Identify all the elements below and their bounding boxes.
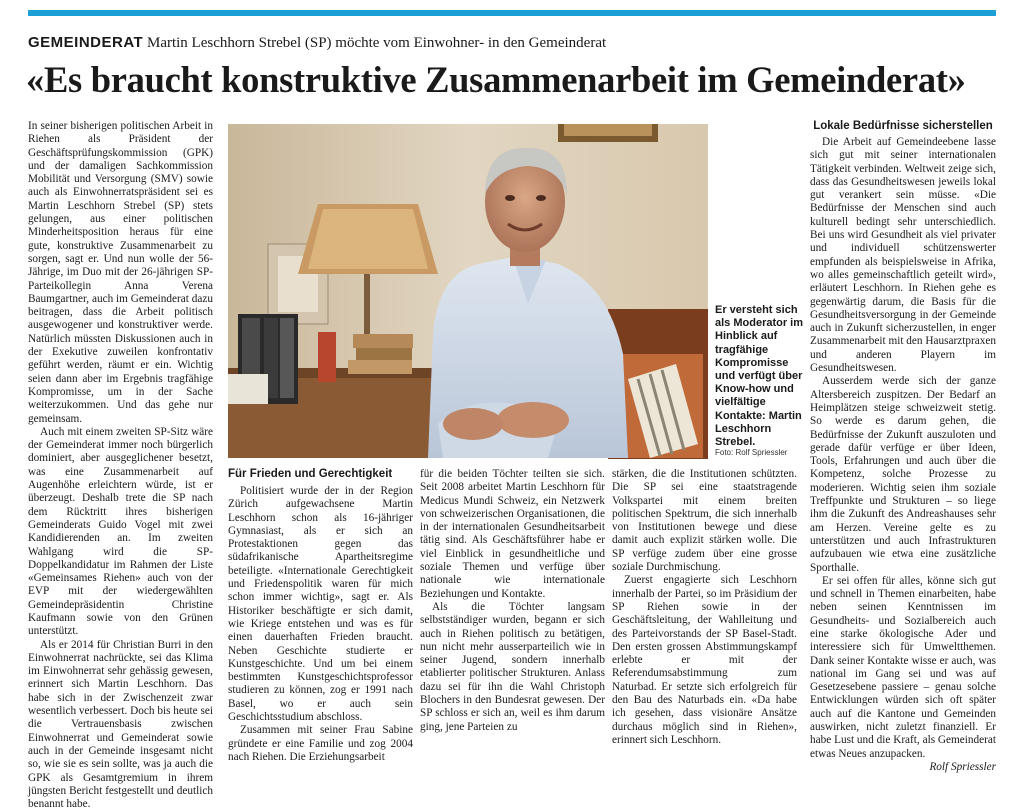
photo-caption: Er versteht sich als Moderator im Hinblick auf tragfähige Kompromisse und verfügt über Know-how und vielfältige Kontakte: Martin Leschhorn Strebel. bbox=[715, 304, 804, 449]
author-byline: Rolf Spriessler bbox=[929, 760, 996, 773]
paragraph: Ausserdem werde sich der ganze Altersbereich zuspitzen. Der Bedarf an Heimplätzen steige schweizweit stetig. So werde es darum gehen, die Bedürfnisse der Zukunft auszuloten und gerade dafür verfüge er über Ideen, Tools, Erfahrungen und auch über die Kompetenz, solche Prozesse zu moderieren. Wichtig seien ihm soziale Treffpunkte und Strukturen – so liege ihm die Zukunft des Andreashauses sehr am Herzen. Vereine gelte es zu unterstützen und auch Infrastrukturen aufzubauen wie etwa eine zusätzliche Sporthalle. bbox=[810, 375, 996, 574]
article-column-1 bbox=[28, 120, 213, 811]
portrait-photo-illustration bbox=[228, 124, 708, 458]
paragraph: In seiner bisherigen politischen Arbeit in Riehen als Präsident der Geschäftsprüfungskommission (GPK) und der damaligen Sachkommission Mobilität und Versorgung (SMV) sowie auch als Einwohnerratspräsident sei es Martin Leschhorn Strebel (SP) stets gelungen, aus einer politischen Minderheitsposition heraus für eine gute, konstruktive Zusammenarbeit zu sorgen, sagt er. Und nun wolle der 56-Jährige, im Duo mit der 26-jährigen SP-Parteikollegin Anna Verena Baumgartner, auch im Gemeinderat dazu beitragen, dass die Arbeit politisch ausgewogener und konstruktiver werde. Natürlich müssten Diskussionen auch in der Exekutive zuweilen konfrontativ geführt werden, räumt er ein. Wichtig seien dann aber im Ergebnis tragfähige Kompromisse, um in der Sache weiterzukommen. Und das gehe nur gemeinsam. bbox=[28, 120, 213, 425]
paragraph: stärken, die die Institutionen schützten. Die SP sei eine staatstragende Volkspartei mit einem breiten politischen Spektrum, die sich innerhalb von Institutionen bewege und diese damit auch explizit stärken wolle. Die SP verfüge zudem über eine grosse soziale Durchmischung. bbox=[612, 468, 797, 574]
paragraph: Als die Töchter langsam selbstständiger wurden, begann er sich auch in Riehen politisch zu betätigen, nun nicht mehr ausserparteilich wie in seiner Jugend, sondern innerhalb etablierter politischer Strukturen. Anlass dazu sei für ihn die Wahl Christoph Blochers in den Bundesrat gewesen. Der SP schloss er sich an, weil es ihm darum ging, jene Parteien zu bbox=[420, 600, 605, 733]
paragraph: Zuerst engagierte sich Leschhorn innerhalb der Partei, so im Präsidium der SP Riehen sowie in der Geschäftsleitung, der Wahlleitung und des Parteivorstands der SP Basel-Stadt. Den ersten grossen Abstimmungskampf erlebte er mit der Referendumsabstimmung zum Naturbad. Er setzte sich erfolgreich für den Bau des Naturbads ein. «Da habe ich gesehen, dass visionäre Ansätze durchaus möglich sind in Riehen», erinnert sich Leschhorn. bbox=[612, 574, 797, 746]
kicker-text: Martin Leschhorn Strebel (SP) möchte vom Einwohner- in den Gemeinderat bbox=[146, 35, 607, 51]
kicker bbox=[28, 34, 606, 52]
photo-credit: Foto: Rolf Spriessler bbox=[715, 448, 788, 457]
article-column-3 bbox=[420, 468, 605, 733]
paragraph: Politisiert wurde der in der Region Zürich aufgewachsene Martin Leschhorn schon als 16-jähriger Gymnasiast, als er sich an Protestaktionen gegen das südafrikanische Apartheitsregime beteiligte. «Internationale Gerechtigkeit und Friedenspolitik waren für mich schon immer wichtig», sagt er. Als Historiker beschäftigte er sich damit, wie Kriege entstehen und was es für einen dauerhaften Frieden braucht. Neben Geschichte studierte er Kunstgeschichte. Und um bei einem bestimmten Kunstgeschichtsprofessor studieren zu können, zog er 1991 nach Basel, wo er auch sein Geschichtsstudium abschloss. bbox=[228, 485, 413, 724]
article-column-2 bbox=[228, 468, 413, 763]
subheading: Für Frieden und Gerechtigkeit bbox=[228, 468, 393, 480]
paragraph: für die beiden Töchter teilten sie sich. Seit 2008 arbeitet Martin Leschhorn für Medicus Mundi Schweiz, ein Netzwerk von schweizerischen Organisationen, die in der internationalen Gesundheitsarbeit tätig sind. Als Geschäftsführer habe er viel Einblick in gesundheitliche und soziale Themen und verfüge über nationale wie internationale Beziehungen und Kontakte. bbox=[420, 468, 605, 600]
paragraph bbox=[810, 574, 996, 773]
paragraph: Die Arbeit auf Gemeindeebene lasse sich gut mit seiner internationalen Tätigkeit verbinden. Weltweit zeige sich, dass das Gesundheitswesen jeweils lokal gut verankert sein müsse. «Die Bedürfnisse der Menschen sind auch kulturell bedingt sehr unterschiedlich. Bei uns wird Gesundheit als viel privater und individuell schützenswerter empfunden als beispielsweise in Afrika, wo alles gemeinschaftlich geteilt wird», erläutert Leschhorn. In Riehen gehe es gegenwärtig darum, die Basis für die Gesundheitsversorgung in der Gemeinde auch in Zukunft sicherzustellen, in enger Zusammenarbeit mit den Hausarztpraxen und anderen Playern im Gesundheitswesen. bbox=[810, 136, 996, 375]
article-column-5 bbox=[810, 120, 996, 773]
headline: «Es braucht konstruktive Zusammenarbeit im Gemeinderat» bbox=[26, 59, 966, 100]
top-accent-bar bbox=[28, 10, 996, 16]
paragraph: Als er 2014 für Christian Burri in den Einwohnerrat nachrückte, sei das Klima im Einwohnerrat sehr gehässig gewesen, erinnert sich Martin Leschhorn. Das habe sich in der Zwischenzeit zwar wesentlich verbessert. Doch bis heute sei die Vertrauensbasis zwischen Einwohnerrat und Gemeinderat sowie auch in der Gemeinde insgesamt nicht so, wie sie es sein sollte, was ja auch die GPK als Gesamtgremium in ihrem jüngsten Bericht festgestellt und deutlich benannt habe. bbox=[28, 638, 213, 811]
paragraph-text: Er sei offen für alles, könne sich gut und schnell in Themen einarbeiten, habe neben seinen Kenntnissen im Gesundheits- und Sozialbereich auch eine starke ökologische Ader und interessiere sich für Umweltthemen. Dank seiner Kontakte wisse er auch, was national im Gang sei und was auf Gesetzesebene passiere – genau solche Entwicklungen würden sich oft später auch auf die Kantone und Gemeinden auswirken, nicht zuletzt finanziell. Er habe Lust und die Kraft, als Gemeinderat etwas Neues anzupacken. bbox=[810, 574, 996, 760]
paragraph: Zusammen mit seiner Frau Sabine gründete er eine Familie und zog 2004 nach Riehen. Die Erziehungsarbeit bbox=[228, 724, 413, 763]
subheading: Lokale Bedürfnisse sicherstellen bbox=[813, 120, 993, 132]
article-column-4 bbox=[612, 468, 797, 746]
article-photo bbox=[228, 124, 708, 458]
kicker-rubric: GEMEINDERAT bbox=[28, 34, 144, 51]
paragraph: Auch mit einem zweiten SP-Sitz wäre der Gemeinderat immer noch bürgerlich dominiert, aber ausgeglichener besetzt, was eine Zusammenarbeit auf Augenhöhe erleichtern würde, ist er überzeugt. Deshalb trete die SP nach dem Rücktritt ihres bisherigen Gemeinderats Guido Vogel mit zwei Kandidierenden an. Im zweiten Wahlgang wird die SP-Doppelkandidatur im Rahmen der Liste «Gemeinsames Riehen» auch von der EVP mit der wiedergewählten Gemeindepräsidentin Christine Kaufmann sowie von den Grünen unterstützt. bbox=[28, 425, 213, 638]
